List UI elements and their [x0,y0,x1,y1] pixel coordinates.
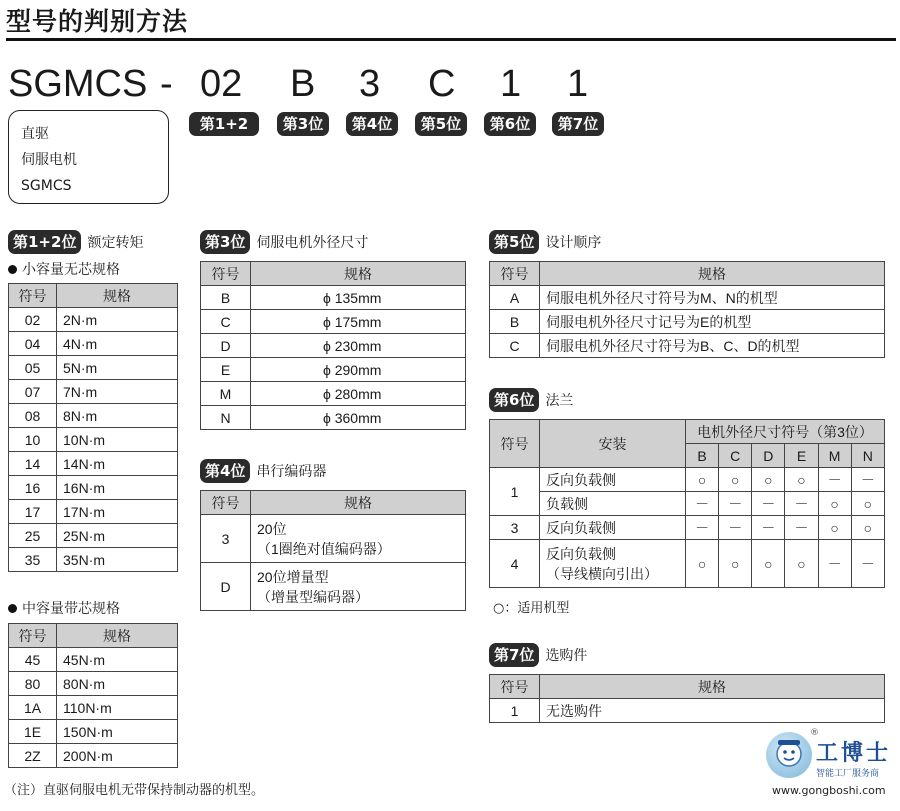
page-title: 型号的判别方法 [6,7,189,36]
pos-badge-7: 第7位 [552,112,604,136]
spec-cell: 80N·m [57,672,178,696]
table-row [201,286,466,310]
col-header: 符号 [201,491,251,515]
applicability-mark: － [752,492,785,516]
logo-name: 工博士 [816,741,892,766]
code-cell: 05 [9,356,57,380]
desc-line-1: 直驱 [21,126,49,142]
col-header: 规格 [251,491,466,515]
spec-cell: 5N·m [57,356,178,380]
small-heading-text: 小容量无芯规格 [22,262,120,278]
applicability-mark: ○ [785,540,818,588]
sec4-table [200,490,466,611]
sec12-badge: 第1+2位 [8,230,81,254]
table-row [490,468,885,492]
small-capacity-table [8,283,178,572]
col-header: 安装 [540,420,686,468]
install-cell: 反向负载侧 [540,468,686,492]
logo-tagline: 智能工厂服务商 [816,769,880,779]
applicability-mark: － [851,540,884,588]
code-cell: 16 [9,476,57,500]
col-header: D [752,444,785,468]
mascot-icon [766,732,812,778]
code-cell: M [201,382,251,406]
table-row [9,720,178,744]
code-cell: D [201,563,251,611]
col-header: 符号 [490,420,540,468]
applicability-mark: ○ [719,540,752,588]
table-row [9,648,178,672]
code-cell: 2Z [9,744,57,768]
sec6-badge: 第6位 [489,388,539,412]
col-header: C [719,444,752,468]
code-cell: 10 [9,428,57,452]
table-row [201,406,466,430]
sec7-header [489,643,587,667]
spec-cell: 200N·m [57,744,178,768]
model-code-12: 02 [200,63,243,105]
spec-cell: ϕ 280mm [251,382,466,406]
spec-cell: 7N·m [57,380,178,404]
table-row [490,492,885,516]
description-box [8,110,169,204]
code-cell: A [490,286,540,310]
desc-line-2: 伺服电机 [21,152,77,168]
spec-cell: ϕ 360mm [251,406,466,430]
code-cell: C [490,334,540,358]
spec-cell: 150N·m [57,720,178,744]
table-row [9,308,178,332]
medium-heading-text: 中容量带芯规格 [22,601,120,617]
model-code-4: 3 [359,63,381,105]
code-cell: 25 [9,524,57,548]
code-cell: 02 [9,308,57,332]
install-line-1: 反向负载侧 [546,545,616,562]
code-cell: 1 [490,699,540,723]
spec-cell [251,563,466,611]
table-row [9,476,178,500]
table-row [490,516,885,540]
table-row [490,699,885,723]
applicability-mark: ○ [851,516,884,540]
sec7-badge: 第7位 [489,643,539,667]
sec3-header [200,230,368,254]
watermark-logo [762,728,894,798]
code-cell: 45 [9,648,57,672]
code-cell: 4 [490,540,540,588]
code-cell: 08 [9,404,57,428]
medium-capacity-heading [8,598,120,618]
spec-cell: 35N·m [57,548,178,572]
table-row [9,380,178,404]
code-cell: 17 [9,500,57,524]
applicability-mark: － [851,468,884,492]
footnote: （注）直驱伺服电机无带保持制动器的机型。 [4,783,265,798]
sec12-header [8,230,143,254]
model-code-7: 1 [567,63,589,105]
pos-badge-12: 第1+2位 [189,112,259,136]
bullet-icon [8,265,17,274]
sec5-table [489,261,885,358]
col-header: 规格 [57,624,178,648]
col-header: 符号 [9,624,57,648]
code-cell: 3 [201,515,251,563]
code-cell: 1A [9,696,57,720]
code-cell: C [201,310,251,334]
install-line-2: （导线横向引出） [546,565,658,582]
spec-cell: 伺服电机外径尺寸符号为M、N的机型 [540,286,885,310]
bullet-icon [8,604,17,613]
spec-cell: ϕ 135mm [251,286,466,310]
code-cell: 3 [490,516,540,540]
applicability-mark: － [785,492,818,516]
small-capacity-heading [8,259,120,279]
table-row [9,744,178,768]
model-code-5: C [428,63,456,105]
spec-cell: 110N·m [57,696,178,720]
table-row [490,334,885,358]
sec5-badge: 第5位 [489,230,539,254]
sec3-badge: 第3位 [200,230,250,254]
col-header: 符号 [201,262,251,286]
spec-cell: ϕ 290mm [251,358,466,382]
pos-badge-3: 第3位 [277,112,329,136]
col-header: 符号 [490,675,540,699]
applicability-mark: ○ [752,468,785,492]
table-row [201,310,466,334]
install-cell: 反向负载侧 [540,516,686,540]
table-row [9,500,178,524]
spec-cell: 10N·m [57,428,178,452]
sec4-header [200,459,326,483]
table-row [201,515,466,563]
applicability-mark: － [785,516,818,540]
table-row [9,672,178,696]
table-row [490,286,885,310]
sec4-title: 串行编码器 [256,464,327,480]
spec-line-1: 20位 [257,520,287,537]
code-cell: E [201,358,251,382]
col-header: 符号 [490,262,540,286]
model-dash: - [160,63,173,105]
logo-url: www.gongboshi.com [772,784,886,797]
spec-cell: 伺服电机外径尺寸符号为B、C、D的机型 [540,334,885,358]
sec6-title: 法兰 [545,393,574,409]
model-code-3: B [290,63,316,105]
spec-cell [251,515,466,563]
pos-badge-5: 第5位 [415,112,467,136]
applicability-mark: － [686,516,719,540]
col-header: 规格 [57,284,178,308]
table-row [9,404,178,428]
table-row [9,356,178,380]
model-code-6: 1 [500,63,522,105]
code-cell: 35 [9,548,57,572]
sec3-title: 伺服电机外径尺寸 [256,235,369,251]
applicability-mark: ○ [785,468,818,492]
spec-cell: 4N·m [57,332,178,356]
logo-reg: ® [810,728,819,738]
spec-line-2: （1圈绝对值编码器） [257,540,391,557]
spec-cell: 25N·m [57,524,178,548]
sec6-table [489,419,885,588]
table-row [9,548,178,572]
spec-cell: 45N·m [57,648,178,672]
col-header-group: 电机外径尺寸符号（第3位） [686,420,885,444]
spec-cell: 8N·m [57,404,178,428]
table-row [9,696,178,720]
applicability-mark: ○ [851,492,884,516]
col-header: 规格 [251,262,466,286]
table-row [201,563,466,611]
applicability-mark: ○ [686,468,719,492]
applicability-mark: － [818,468,851,492]
applicability-mark: － [686,492,719,516]
code-cell: B [201,286,251,310]
col-header: E [785,444,818,468]
code-cell: D [201,334,251,358]
sec7-table [489,674,885,723]
pos-badge-4: 第4位 [346,112,398,136]
sec7-title: 选购件 [545,648,588,664]
spec-cell: 17N·m [57,500,178,524]
medium-capacity-table [8,623,178,768]
col-header: B [686,444,719,468]
spec-cell: ϕ 230mm [251,334,466,358]
table-row [201,358,466,382]
code-cell: 04 [9,332,57,356]
sec6-header [489,388,573,412]
applicability-mark: ○ [752,540,785,588]
table-row [490,310,885,334]
title-rule [6,38,896,41]
spec-cell: 无选购件 [540,699,885,723]
table-row [9,524,178,548]
code-cell: 1 [490,468,540,516]
col-header: N [851,444,884,468]
code-cell: 1E [9,720,57,744]
sec5-title: 设计顺序 [545,235,602,251]
sec4-badge: 第4位 [200,459,250,483]
spec-line-2: （增量型编码器） [257,588,369,605]
code-cell: 07 [9,380,57,404]
table-row [201,334,466,358]
table-row [201,382,466,406]
applicability-mark: ○ [818,516,851,540]
applicability-mark: － [719,516,752,540]
install-cell: 负载侧 [540,492,686,516]
table-row [9,428,178,452]
code-cell: B [490,310,540,334]
applicability-mark: － [752,516,785,540]
table-row [9,452,178,476]
applicability-mark: － [719,492,752,516]
sec6-legend: ○：适用机型 [493,601,570,616]
code-cell: 80 [9,672,57,696]
code-cell: 14 [9,452,57,476]
spec-cell: 16N·m [57,476,178,500]
applicability-mark: － [818,540,851,588]
sec5-header [489,230,601,254]
col-header: 规格 [540,675,885,699]
col-header: M [818,444,851,468]
spec-line-1: 20位增量型 [257,568,329,585]
applicability-mark: ○ [686,540,719,588]
table-row [490,540,885,588]
spec-cell: 14N·m [57,452,178,476]
spec-cell: ϕ 175mm [251,310,466,334]
desc-line-3: SGMCS [21,178,72,194]
sec3-table [200,261,466,430]
applicability-mark: ○ [818,492,851,516]
col-header: 符号 [9,284,57,308]
spec-cell: 伺服电机外径尺寸记号为E的机型 [540,310,885,334]
spec-cell: 2N·m [57,308,178,332]
install-cell [540,540,686,588]
pos-badge-6: 第6位 [484,112,536,136]
col-header: 规格 [540,262,885,286]
table-row [9,332,178,356]
sec12-title: 额定转矩 [87,235,144,251]
applicability-mark: ○ [719,468,752,492]
model-prefix: SGMCS [8,63,148,105]
code-cell: N [201,406,251,430]
